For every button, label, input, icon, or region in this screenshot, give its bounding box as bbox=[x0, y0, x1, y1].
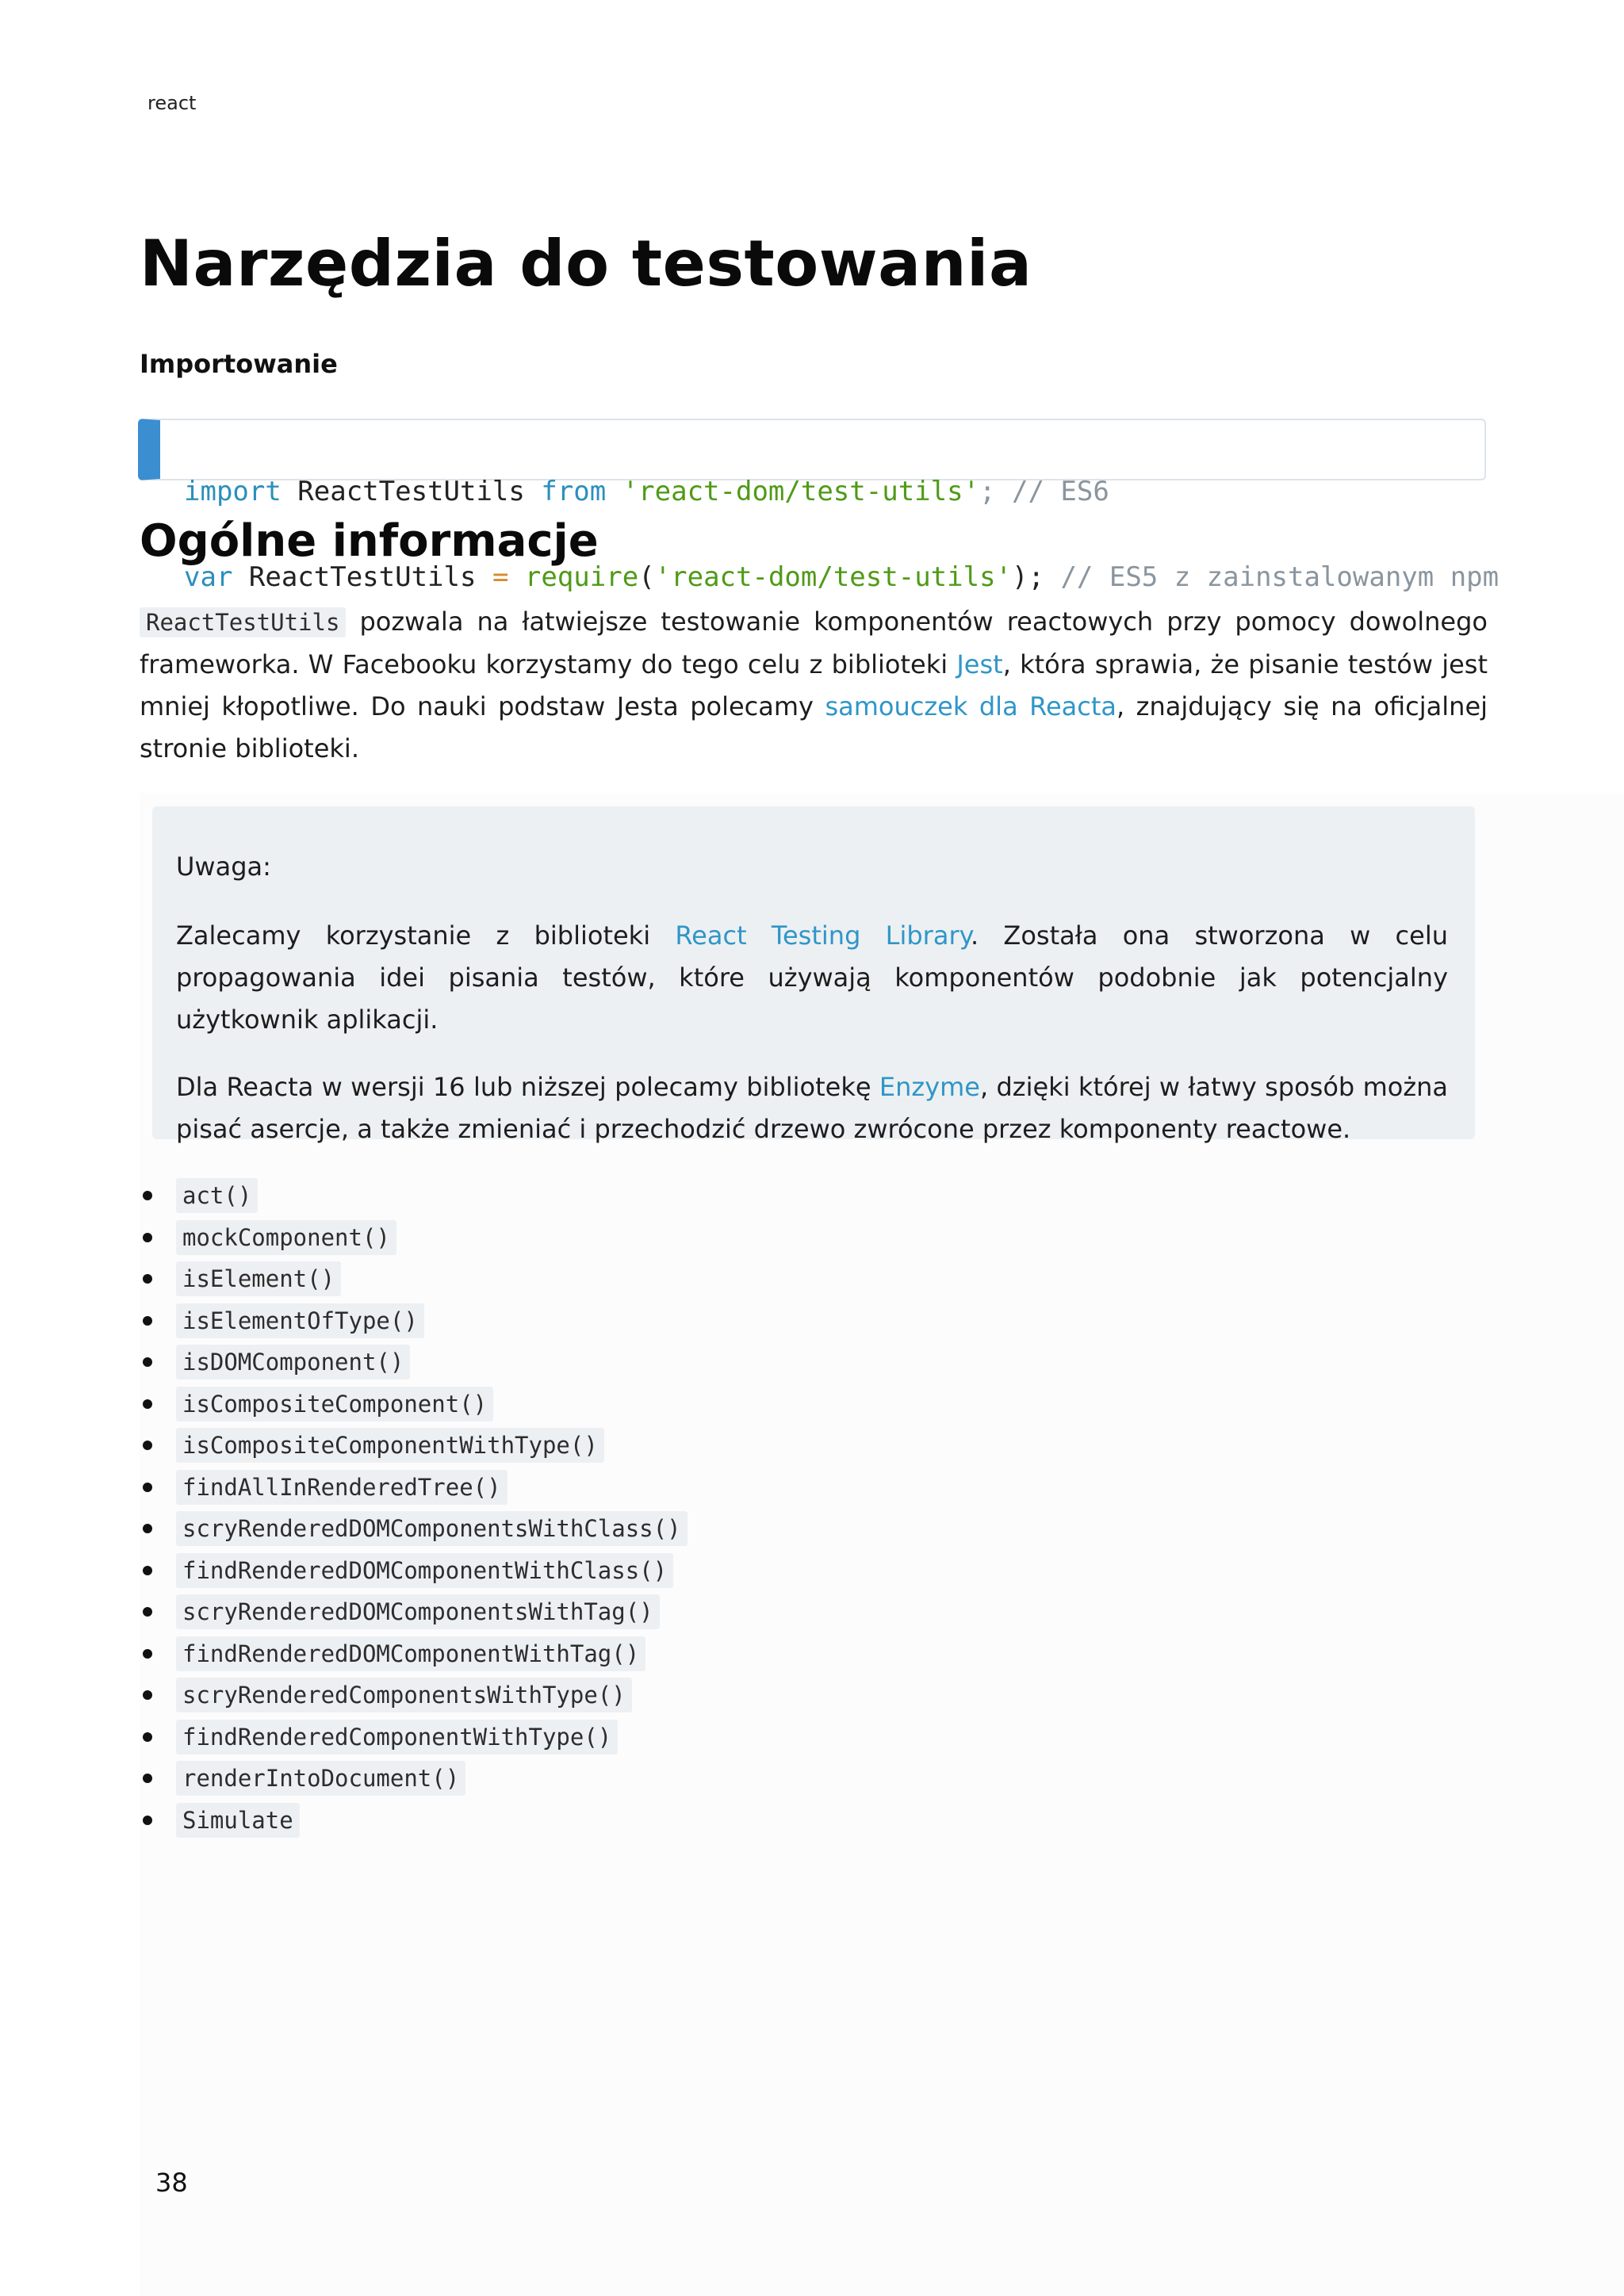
overview-text: , znajdujący się na oficjalnej stronie biblioteki. bbox=[140, 691, 1488, 763]
list-item bbox=[140, 1716, 688, 1758]
bullet-icon bbox=[143, 1732, 152, 1742]
api-method-code: scryRenderedDOMComponentsWithClass() bbox=[176, 1511, 688, 1546]
tutorial-link[interactable]: samouczek dla Reacta bbox=[825, 691, 1117, 721]
overview-text: , która sprawia, że pisanie testów jest mniej kłopotliwe. Do nauki podstaw Jesta polecamy bbox=[140, 649, 1488, 721]
code-keyword: var bbox=[184, 561, 233, 593]
running-header: react bbox=[147, 92, 197, 114]
import-heading: Importowanie bbox=[140, 349, 338, 379]
list-item bbox=[140, 1258, 688, 1300]
api-method-code: renderIntoDocument() bbox=[176, 1761, 465, 1796]
code-line-es5 bbox=[184, 561, 1500, 593]
list-item bbox=[140, 1217, 688, 1259]
list-item bbox=[140, 1300, 688, 1342]
api-method-code: Simulate bbox=[176, 1803, 300, 1838]
note-text: Zalecamy korzystanie z biblioteki bbox=[176, 920, 676, 951]
code-punctuation: ; bbox=[979, 476, 996, 507]
api-list bbox=[140, 1175, 688, 1841]
bullet-icon bbox=[143, 1357, 152, 1367]
bullet-icon bbox=[143, 1607, 152, 1617]
api-method-code: scryRenderedComponentsWithType() bbox=[176, 1678, 632, 1712]
list-item bbox=[140, 1175, 688, 1217]
api-method-code: findAllInRenderedTree() bbox=[176, 1470, 508, 1505]
api-method-code: isElement() bbox=[176, 1261, 341, 1296]
react-testing-library-link[interactable]: React Testing Library bbox=[675, 920, 971, 951]
code-operator: = bbox=[492, 561, 509, 593]
code-paren: ); bbox=[1012, 561, 1044, 593]
list-item bbox=[140, 1758, 688, 1800]
overview-text: pozwala na łatwiejsze testowanie komponentów reactowych przy pomocy dowolnego frameworka. W Facebooku korzystamy do tego celu z biblioteki bbox=[140, 607, 1488, 679]
bullet-icon bbox=[143, 1483, 152, 1492]
bullet-icon bbox=[143, 1399, 152, 1409]
list-item bbox=[140, 1425, 688, 1467]
code-keyword: from bbox=[541, 476, 607, 507]
page-title: Narzędzia do testowania bbox=[140, 227, 1032, 300]
bullet-icon bbox=[143, 1649, 152, 1659]
list-item bbox=[140, 1508, 688, 1550]
api-method-code: findRenderedDOMComponentWithClass() bbox=[176, 1553, 673, 1588]
code-paren: ( bbox=[638, 561, 655, 593]
inline-code-term: ReactTestUtils bbox=[140, 607, 346, 637]
api-method-code: scryRenderedDOMComponentsWithTag() bbox=[176, 1594, 660, 1629]
code-line-es6 bbox=[184, 477, 1484, 506]
list-item bbox=[140, 1800, 688, 1842]
note-text: . Została ona stworzona w celu propagowania idei pisania testów, które używają komponentów podobnie jak potencjalny użytkownik aplikacji. bbox=[176, 920, 1449, 1035]
list-item bbox=[140, 1591, 688, 1633]
bullet-icon bbox=[143, 1274, 152, 1284]
api-method-code: act() bbox=[176, 1178, 258, 1213]
overview-heading: Ogólne informacje bbox=[140, 515, 599, 567]
bullet-icon bbox=[143, 1316, 152, 1326]
note-title: Uwaga: bbox=[176, 851, 271, 882]
api-method-code: findRenderedDOMComponentWithTag() bbox=[176, 1636, 645, 1671]
api-method-code: isCompositeComponent() bbox=[176, 1387, 493, 1422]
list-item bbox=[140, 1674, 688, 1716]
code-identifier: ReactTestUtils bbox=[232, 561, 492, 593]
bullet-icon bbox=[143, 1441, 152, 1450]
api-method-code: isElementOfType() bbox=[176, 1303, 424, 1338]
bullet-icon bbox=[143, 1524, 152, 1533]
bullet-icon bbox=[143, 1690, 152, 1700]
list-item bbox=[140, 1383, 688, 1425]
api-method-code: findRenderedComponentWithType() bbox=[176, 1720, 618, 1755]
note-box bbox=[152, 806, 1475, 1144]
code-comment: // ES6 bbox=[995, 476, 1109, 507]
bullet-icon bbox=[143, 1566, 152, 1575]
bullet-icon bbox=[143, 1191, 152, 1200]
api-method-code: mockComponent() bbox=[176, 1220, 396, 1255]
code-string: 'react-dom/test-utils' bbox=[654, 561, 1013, 593]
bullet-icon bbox=[143, 1233, 152, 1242]
api-method-code: isCompositeComponentWithType() bbox=[176, 1428, 604, 1463]
overview-paragraph bbox=[140, 601, 1488, 770]
bullet-icon bbox=[143, 1774, 152, 1783]
note-text: , dzięki której w łatwy sposób można pisać asercje, a także zmieniać i przechodzić drzewo zwrócone przez komponenty reactowe. bbox=[176, 1072, 1449, 1144]
jest-link[interactable]: Jest bbox=[956, 649, 1003, 679]
list-item bbox=[140, 1550, 688, 1592]
list-item bbox=[140, 1341, 688, 1383]
note-text: Dla Reacta w wersji 16 lub niższej polecamy bibliotekę bbox=[176, 1072, 879, 1102]
page-number: 38 bbox=[155, 2168, 188, 2198]
code-string: 'react-dom/test-utils' bbox=[606, 476, 980, 507]
code-keyword: import bbox=[184, 476, 282, 507]
api-method-code: isDOMComponent() bbox=[176, 1345, 410, 1380]
list-item bbox=[140, 1633, 688, 1675]
bullet-icon bbox=[143, 1816, 152, 1825]
list-item bbox=[140, 1467, 688, 1509]
code-comment: // ES5 z zainstalowanym npm bbox=[1044, 561, 1500, 593]
code-identifier: ReactTestUtils bbox=[281, 476, 542, 507]
code-function: require bbox=[508, 561, 639, 593]
note-paragraph bbox=[176, 1066, 1448, 1150]
enzyme-link[interactable]: Enzyme bbox=[879, 1072, 980, 1102]
note-paragraph bbox=[176, 915, 1448, 1041]
